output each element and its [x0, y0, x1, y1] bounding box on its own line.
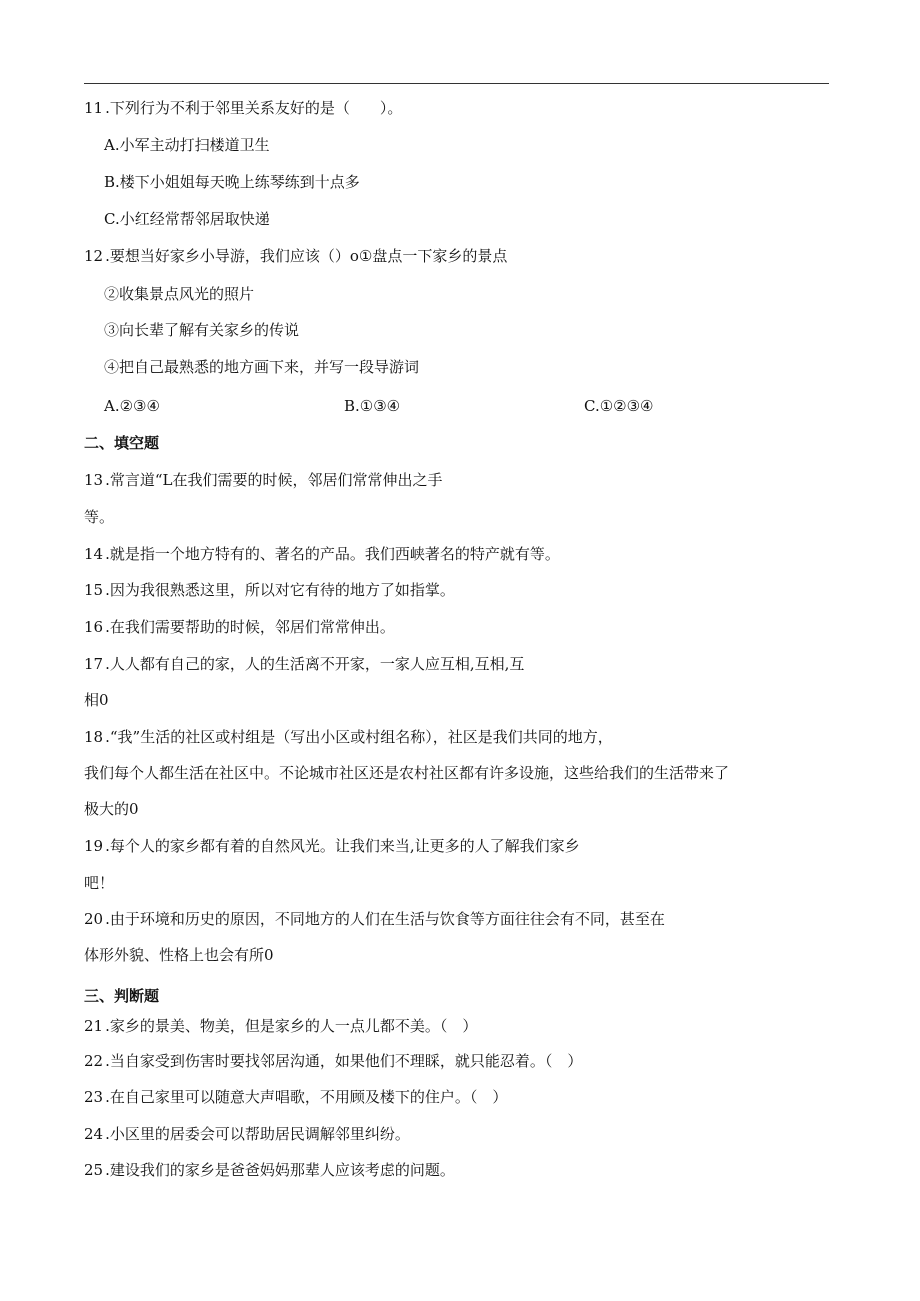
question-number: 12: [84, 247, 104, 265]
question-23: [84, 1087, 507, 1107]
question-15: [84, 580, 455, 600]
question-stem: .在我们需要帮助的时候，邻居们常常伸出。: [105, 618, 395, 636]
question-number: 22: [84, 1052, 104, 1070]
question-stem: .家乡的景美、物美，但是家乡的人一点儿都不美。（ ）: [105, 1017, 478, 1035]
question-number: 25: [84, 1161, 104, 1179]
question-number: 13: [84, 471, 104, 489]
q19-continuation: 吧！: [84, 874, 115, 892]
question-stem: .要想当好家乡小导游，我们应该（）o①盘点一下家乡的景点: [105, 247, 508, 265]
question-11: [84, 98, 402, 118]
q12-option-c: C.①②③④: [584, 397, 654, 415]
q12-item-2: ②收集景点风光的照片: [104, 285, 255, 303]
question-stem: .人人都有自己的家，人的生活离不开家，一家人应互相,互相,互: [105, 655, 525, 673]
question-stem: .就是指一个地方特有的、著名的产品。我们西峡著名的特产就有等。: [105, 545, 560, 563]
question-number: 11: [84, 99, 104, 117]
question-number: 18: [84, 728, 104, 746]
question-number: 24: [84, 1125, 104, 1143]
question-25: [84, 1160, 455, 1180]
header-rule: [84, 83, 829, 84]
question-14: [84, 544, 560, 564]
q12-item-4: ④把自己最熟悉的地方画下来，并写一段导游词: [104, 358, 420, 376]
q18-continuation-2: 极大的0: [84, 800, 139, 818]
question-12: [84, 246, 507, 266]
question-stem: .当自家受到伤害时要找邻居沟通，如果他们不理睬，就只能忍着。（ ）: [105, 1052, 583, 1070]
question-stem: .建设我们的家乡是爸爸妈妈那辈人应该考虑的问题。: [105, 1161, 455, 1179]
question-stem: .在自己家里可以随意大声唱歌，不用顾及楼下的住户。（ ）: [105, 1088, 508, 1106]
question-24: [84, 1124, 410, 1144]
q18-continuation-1: 我们每个人都生活在社区中。不论城市社区还是农村社区都有许多设施，这些给我们的生活带来了: [84, 764, 730, 782]
question-number: 14: [84, 545, 104, 563]
question-number: 20: [84, 910, 104, 928]
q20-continuation: 体形外貌、性格上也会有所0: [84, 946, 274, 964]
question-20: [84, 909, 665, 929]
question-16: [84, 617, 395, 637]
q17-continuation: 相0: [84, 691, 109, 709]
question-stem: .小区里的居委会可以帮助居民调解邻里纠纷。: [105, 1125, 410, 1143]
question-number: 16: [84, 618, 104, 636]
question-18: [84, 727, 613, 747]
section-title-fill-in: 二、填空题: [84, 434, 160, 452]
q13-continuation: 等。: [84, 508, 115, 526]
question-number: 21: [84, 1017, 104, 1035]
q12-item-3: ③向长辈了解有关家乡的传说: [104, 321, 300, 339]
question-number: 15: [84, 581, 104, 599]
q11-option-a: A.小军主动打扫楼道卫生: [104, 136, 270, 154]
q11-option-c: C.小红经常帮邻居取快递: [104, 210, 270, 228]
question-19: [84, 836, 580, 856]
q12-option-a: A.②③④: [104, 397, 160, 415]
question-13: [84, 470, 443, 490]
question-stem: .每个人的家乡都有着的自然风光。让我们来当,让更多的人了解我们家乡: [105, 837, 580, 855]
question-stem: .由于环境和历史的原因，不同地方的人们在生活与饮食等方面往往会有不同，甚至在: [105, 910, 665, 928]
section-title-true-false: 三、判断题: [84, 987, 160, 1005]
question-number: 19: [84, 837, 104, 855]
question-number: 23: [84, 1088, 104, 1106]
q12-option-b: B.①③④: [344, 397, 401, 415]
question-21: [84, 1016, 477, 1036]
question-number: 17: [84, 655, 104, 673]
question-17: [84, 654, 524, 674]
question-stem: .“我”生活的社区或村组是（写出小区或村组名称），社区是我们共同的地方，: [105, 728, 613, 746]
question-22: [84, 1051, 582, 1071]
question-stem: .因为我很熟悉这里，所以对它有待的地方了如指掌。: [105, 581, 455, 599]
question-stem: .常言道“L在我们需要的时候，邻居们常常伸出之手: [105, 471, 443, 489]
q11-option-b: B.楼下小姐姐每天晚上练琴练到十点多: [104, 173, 360, 191]
question-stem: .下列行为不利于邻里关系友好的是（ ）。: [105, 99, 403, 117]
